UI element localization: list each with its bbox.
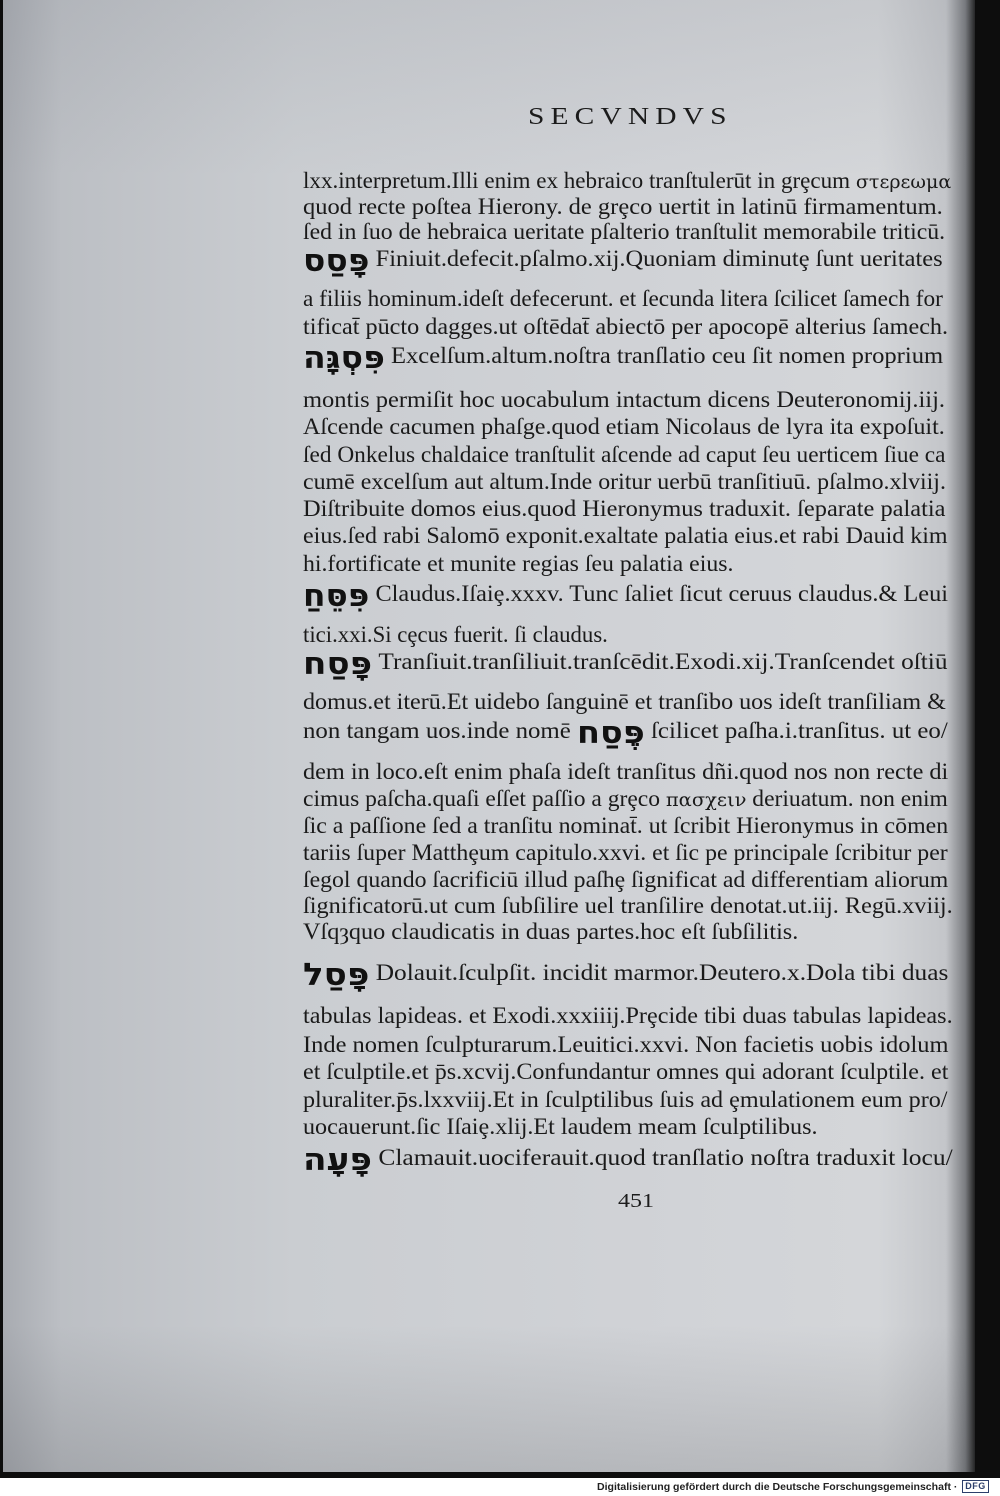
text-line [303, 1058, 948, 1086]
text-line [303, 313, 948, 341]
text-line [303, 386, 945, 414]
text-line [303, 468, 946, 496]
line-text: et ſculptile.et p̄s.xcvij.Confundantur omnes qui adorant ſculptile. et [303, 1059, 949, 1084]
line-text: Dolauit.ſculpſit. incidit marmor.Deutero.x.Dola tibi duas [375, 960, 949, 985]
digitization-footer [0, 1478, 1000, 1496]
text-line [303, 550, 733, 578]
text-line [303, 688, 946, 716]
text-line [303, 340, 944, 376]
hebrew-word: פֶּסַח [577, 715, 645, 751]
text-line [303, 522, 948, 550]
text-line [303, 578, 948, 614]
text-line [303, 218, 945, 246]
text-line [303, 285, 943, 313]
text-line [303, 839, 948, 867]
funding-credit-text: Digitalisierung gefördert durch die Deutsche Forschungsgemeinschaft · [597, 1481, 958, 1493]
text-line [303, 918, 798, 946]
text-line [303, 1113, 818, 1141]
running-title [528, 102, 733, 132]
line-text: non tangam uos.inde nomē [303, 718, 571, 743]
greek-word: πασχειν [665, 789, 747, 811]
hebrew-headword: פִּסְגָּה [303, 340, 385, 376]
line-text: Aſcende cacumen phaſge.quod etiam Nicolaus de lyra ita expoſuit. [303, 414, 945, 439]
hebrew-headword: פָּסַח [303, 646, 373, 682]
line-text: domus.et iterū.Et uidebo ſanguinē et tranſibo uos ideſt tranſiliam & [303, 689, 946, 714]
line-text: tificat̄ pūcto dagges.ut oſtēdat̄ abiectō per apocopē alterius ſamech. [303, 314, 949, 339]
text-line [303, 413, 945, 441]
text-line [303, 646, 948, 682]
hebrew-headword: פָּעָה [303, 1142, 372, 1178]
line-text: quod recte poſtea Hierony. de grȩco uertit in latinū firmamentum. [303, 194, 943, 219]
line-text: tabulas lapideas. et Exodi.xxxiiij.Prȩcide tibi duas tabulas lapideas. [303, 1003, 953, 1028]
line-text: ſegol quando ſacrificiū illud paſhȩ ſignificat ad differentiam aliorum [303, 867, 949, 892]
text-line [303, 892, 953, 920]
funding-credit [597, 1480, 957, 1494]
line-text: cimus paſcha.quaſi eſſet paſſio a grȩco [303, 786, 661, 811]
text-line [303, 621, 608, 649]
line-text: pluraliter.p̄s.lxxviij.Et in ſculptilibus ſuis ad ȩmulationem eum pro/ [303, 1087, 948, 1112]
line-text: eius.ſed rabi Salomō exponit.exaltate palatia eius.et rabi Dauid kim [303, 523, 948, 548]
line-text: ſignificatorū.ut cum ſubſilire uel tranſilire denotat.ut.iij. Regū.xviij. [303, 893, 953, 918]
line-text: uocauerunt.ſic Iſaiȩ.xlij.Et laudem meam ſculptilibus. [303, 1114, 818, 1139]
line-text: ſed in ſuo de hebraica ueritate pſalterio tranſtulit memorabile triticū. [303, 219, 946, 244]
text-line [303, 495, 946, 523]
hebrew-headword: פָּסַס [303, 243, 370, 279]
page-number [618, 1188, 654, 1214]
line-text: Inde nomen ſculpturarum.Leuitici.xxvi. Non facietis uobis idolum [303, 1032, 949, 1057]
page-number-text: 451 [618, 1190, 654, 1212]
text-line [303, 1086, 948, 1114]
dfg-logo: DFG [962, 1480, 989, 1493]
line-text: lxx.interpretum.Illi enim ex hebraico tranſtulerūt in grȩcum [303, 168, 851, 193]
line-text: Finiuit.defecit.pſalmo.xij.Quoniam diminutȩ ſunt ueritates [375, 246, 943, 271]
hebrew-headword: פָּסַל [303, 957, 370, 993]
line-text: Excelſum.altum.noſtra tranſlatio ceu ſit nomen proprium [390, 343, 944, 368]
line-text: cumē excelſum aut altum.Inde oritur uerbū tranſitiuū. pſalmo.xlviij. [303, 469, 946, 494]
text-line [303, 866, 948, 894]
line-text: montis permiſit hoc uocabulum intactum dicens Deuteronomij.iij. [303, 387, 945, 412]
line-text: ſic a paſſione ſed a tranſitu nominat̄. ut ſcribit Hieronymus in cōmen [303, 813, 949, 838]
line-text: Clamauit.uociferauit.quod tranſlatio noſtra traduxit locu/ [378, 1145, 953, 1170]
text-line [303, 1002, 953, 1030]
line-text: tici.xxi.Si cȩcus fuerit. ſi claudus. [303, 622, 608, 647]
text-line [303, 812, 948, 840]
text-line [303, 1142, 953, 1178]
text-line [303, 758, 948, 786]
line-text: Claudus.Iſaiȩ.xxxv. Tunc ſaliet ſicut ceruus claudus.& Leui [375, 581, 948, 606]
line-text: a filiis hominum.ideſt defecerunt. et ſecunda litera ſcilicet ſamech for [303, 286, 943, 311]
text-line [303, 243, 943, 279]
text-line [303, 193, 943, 221]
text-line [303, 441, 946, 469]
hebrew-headword: פִּסֵּחַ [303, 578, 370, 614]
text-line [303, 957, 949, 993]
line-text: Vſqȝquo claudicatis in duas partes.hoc eſt ſubſilitis. [303, 919, 799, 944]
running-title-text: SECVNDVS [528, 104, 733, 130]
line-text: hi.fortificate et munite regias ſeu palatia eius. [303, 551, 734, 576]
line-text: Diſtribuite domos eius.quod Hieronymus traduxit. ſeparate palatia [303, 496, 946, 521]
line-text: Tranſiuit.tranſiliuit.tranſcēdit.Exodi.xij.Tranſcendet oſtiū [378, 649, 948, 674]
text-line [303, 715, 948, 751]
line-text: dem in loco.eſt enim phaſa ideſt tranſitus dñi.quod nos non recte di [303, 759, 949, 784]
text-line [303, 785, 948, 813]
text-line [303, 167, 951, 195]
scanned-page [3, 0, 975, 1472]
line-text: ſcilicet paſha.i.tranſitus. ut eo/ [651, 718, 948, 743]
line-text: deriuatum. non enim [752, 786, 948, 811]
line-text: ſed Onkelus chaldaice tranſtulit aſcende ad caput ſeu uerticem ſiue ca [303, 442, 946, 467]
line-text: tariis ſuper Matthȩum capitulo.xxvi. et ſic pe principale ſcribitur per [303, 840, 948, 865]
greek-word: στερεωμα [855, 171, 952, 193]
text-line [303, 1031, 948, 1059]
